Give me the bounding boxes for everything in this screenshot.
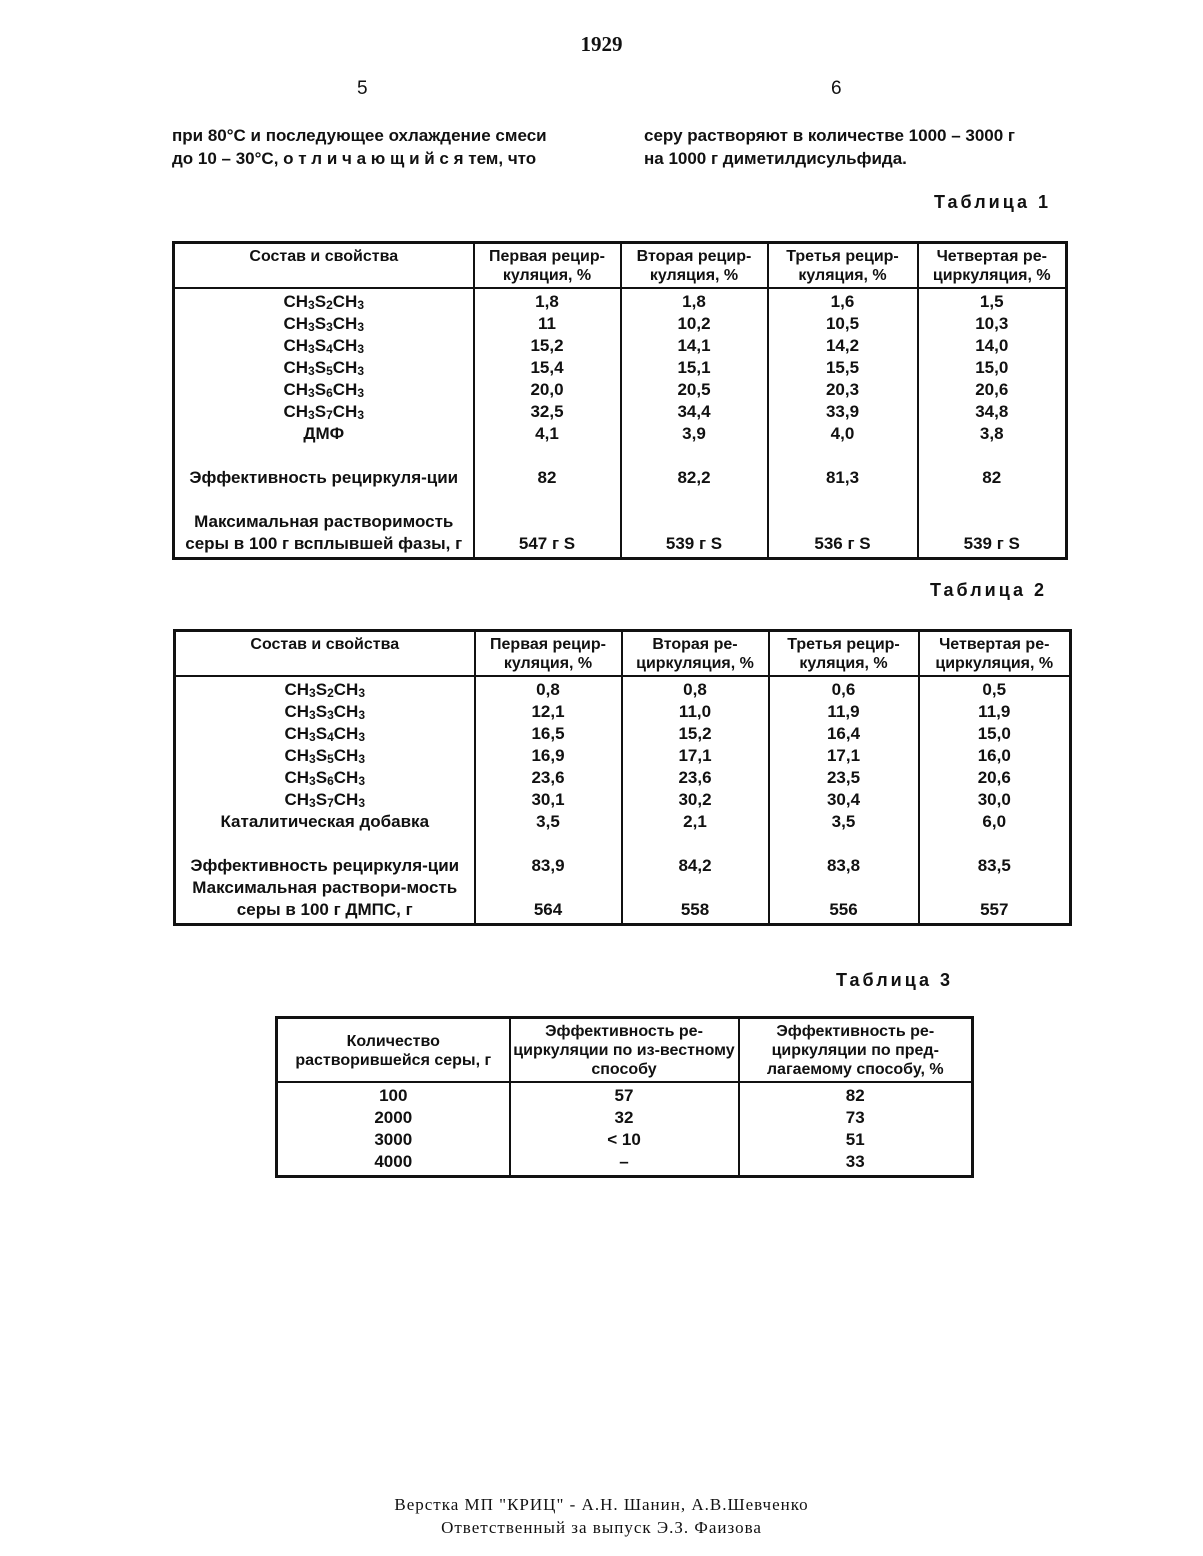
cell-value: 16,9 xyxy=(475,745,622,767)
table-row xyxy=(277,1082,973,1107)
cell-value: 1,8 xyxy=(621,288,768,313)
table3 xyxy=(275,1016,974,1178)
cell-value: 564 xyxy=(475,877,622,925)
table-row xyxy=(175,811,1071,833)
cell-value: – xyxy=(510,1151,739,1177)
cell-value: 15,2 xyxy=(622,723,769,745)
cell-value: 32 xyxy=(510,1107,739,1129)
cell-value: 17,1 xyxy=(769,745,919,767)
cell-value: 14,2 xyxy=(768,335,918,357)
cell-value: 20,6 xyxy=(919,767,1071,789)
cell-value: 30,4 xyxy=(769,789,919,811)
table-row xyxy=(277,1151,973,1177)
cell-value: 82,2 xyxy=(621,445,768,489)
table-row xyxy=(175,789,1071,811)
row-label: Максимальная растворимость серы в 100 г всплывшей фазы, г xyxy=(185,512,463,553)
cell-value: 23,5 xyxy=(769,767,919,789)
row-label: $CH_3S_5CH_3$ xyxy=(284,746,366,766)
right-paragraph-line: серу растворяют в количестве 1000 – 3000 г xyxy=(644,126,1015,145)
table1-header: Четвертая ре-циркуляция, % xyxy=(918,243,1067,289)
table2-header: Четвертая ре-циркуляция, % xyxy=(919,631,1071,677)
cell-value: 11 xyxy=(474,313,621,335)
cell-value: 20,3 xyxy=(768,379,918,401)
cell-value: 536 г S xyxy=(768,489,918,559)
table3-caption: Таблица 3 xyxy=(836,970,954,990)
cell-value: 30,1 xyxy=(475,789,622,811)
left-paragraph-line: до 10 – 30°С, о т л и ч а ю щ и й с я тем, что xyxy=(172,149,537,168)
cell-value: 11,9 xyxy=(769,701,919,723)
row-label: $CH_3S_7CH_3$ xyxy=(284,790,366,810)
row-label: ДМФ xyxy=(303,424,345,443)
left-paragraph-line: при 80°С и последующее охлаждение смеси xyxy=(172,126,547,145)
cell-value: 81,3 xyxy=(768,445,918,489)
cell-value: 14,1 xyxy=(621,335,768,357)
cell-value: 3,9 xyxy=(621,423,768,445)
cell-value: 82 xyxy=(918,445,1067,489)
cell-value: 10,3 xyxy=(918,313,1067,335)
table-row xyxy=(174,445,1067,489)
cell-value: 51 xyxy=(739,1129,973,1151)
table3-header-row xyxy=(277,1018,973,1083)
table-row xyxy=(277,1129,973,1151)
cell-value: 539 г S xyxy=(621,489,768,559)
table-row xyxy=(174,357,1067,379)
table3-header: Количество растворившейся серы, г xyxy=(277,1018,510,1083)
row-label: $CH_3S_3CH_3$ xyxy=(283,314,365,334)
row-label: Эффективность рециркуля-ции xyxy=(190,856,460,875)
table3-header: Эффективность ре-циркуляции по пред-лагаемому способу, % xyxy=(739,1018,973,1083)
table1-header: Вторая рецир-куляция, % xyxy=(621,243,768,289)
row-label: $CH_3S_6CH_3$ xyxy=(284,768,366,788)
table-row xyxy=(174,401,1067,423)
right-paragraph xyxy=(644,124,1015,170)
cell-value: 3,8 xyxy=(918,423,1067,445)
cell-value: 14,0 xyxy=(918,335,1067,357)
column-number-right: 6 xyxy=(831,78,842,99)
table1 xyxy=(172,241,1068,560)
table-row xyxy=(174,489,1067,559)
table1-header-row xyxy=(174,243,1067,289)
cell-value: 4,0 xyxy=(768,423,918,445)
cell-value: 558 xyxy=(622,877,769,925)
table-row xyxy=(175,833,1071,877)
row-label: 100 xyxy=(379,1086,408,1105)
table-row xyxy=(175,676,1071,701)
table-row xyxy=(175,877,1071,925)
row-label: $CH_3S_5CH_3$ xyxy=(283,358,365,378)
cell-value: 556 xyxy=(769,877,919,925)
table-row xyxy=(175,745,1071,767)
table-row xyxy=(174,335,1067,357)
cell-value: 30,2 xyxy=(622,789,769,811)
table2-header: Первая рецир-куляция, % xyxy=(475,631,622,677)
cell-value: 0,5 xyxy=(919,676,1071,701)
cell-value: 23,6 xyxy=(622,767,769,789)
cell-value: 82 xyxy=(474,445,621,489)
table2-caption: Таблица 2 xyxy=(930,580,1048,600)
cell-value: 11,0 xyxy=(622,701,769,723)
table3-header: Эффективность ре-циркуляции по из-вестному способу xyxy=(510,1018,739,1083)
cell-value: 0,6 xyxy=(769,676,919,701)
row-label: Максимальная раствори-мость серы в 100 г ДМПС, г xyxy=(192,878,458,919)
cell-value: 16,5 xyxy=(475,723,622,745)
table1-header: Состав и свойства xyxy=(174,243,474,289)
row-label: 2000 xyxy=(374,1108,413,1127)
table-row xyxy=(175,701,1071,723)
cell-value: 15,4 xyxy=(474,357,621,379)
cell-value: 57 xyxy=(510,1082,739,1107)
cell-value: 17,1 xyxy=(622,745,769,767)
table-row xyxy=(175,767,1071,789)
row-label: Каталитическая добавка xyxy=(220,812,430,831)
cell-value: 20,5 xyxy=(621,379,768,401)
cell-value: 1,5 xyxy=(918,288,1067,313)
cell-value: 83,5 xyxy=(919,833,1071,877)
cell-value: 6,0 xyxy=(919,811,1071,833)
cell-value: 83,8 xyxy=(769,833,919,877)
cell-value: 1,6 xyxy=(768,288,918,313)
cell-value: 16,0 xyxy=(919,745,1071,767)
left-paragraph xyxy=(172,124,547,170)
right-paragraph-line: на 1000 г диметилдисульфида. xyxy=(644,149,907,168)
table1-caption: Таблица 1 xyxy=(934,192,1052,212)
cell-value: 10,2 xyxy=(621,313,768,335)
patent-number: 1929 xyxy=(580,32,623,56)
row-label: $CH_3S_2CH_3$ xyxy=(283,292,365,312)
row-label: 4000 xyxy=(374,1152,413,1171)
row-label: $CH_3S_7CH_3$ xyxy=(283,402,365,422)
table2-header-row xyxy=(175,631,1071,677)
cell-value: 23,6 xyxy=(475,767,622,789)
cell-value: 16,4 xyxy=(769,723,919,745)
cell-value: 30,0 xyxy=(919,789,1071,811)
table-row xyxy=(174,379,1067,401)
cell-value: 15,0 xyxy=(918,357,1067,379)
cell-value: 2,1 xyxy=(622,811,769,833)
table-row xyxy=(174,288,1067,313)
row-label: $CH_3S_4CH_3$ xyxy=(283,336,365,356)
cell-value: 1,8 xyxy=(474,288,621,313)
row-label: $CH_3S_2CH_3$ xyxy=(284,680,366,700)
cell-value: < 10 xyxy=(510,1129,739,1151)
table-row xyxy=(277,1107,973,1129)
table-row xyxy=(175,723,1071,745)
table2-header: Третья рецир-куляция, % xyxy=(769,631,919,677)
cell-value: 15,2 xyxy=(474,335,621,357)
cell-value: 73 xyxy=(739,1107,973,1129)
cell-value: 20,0 xyxy=(474,379,621,401)
cell-value: 10,5 xyxy=(768,313,918,335)
cell-value: 84,2 xyxy=(622,833,769,877)
cell-value: 3,5 xyxy=(475,811,622,833)
table1-header: Третья рецир-куляция, % xyxy=(768,243,918,289)
row-label: $CH_3S_3CH_3$ xyxy=(284,702,366,722)
cell-value: 33 xyxy=(739,1151,973,1177)
table2-header: Состав и свойства xyxy=(175,631,475,677)
table2 xyxy=(173,629,1072,926)
cell-value: 547 г S xyxy=(474,489,621,559)
cell-value: 15,1 xyxy=(621,357,768,379)
table1-header: Первая рецир-куляция, % xyxy=(474,243,621,289)
cell-value: 11,9 xyxy=(919,701,1071,723)
footer-responsible: Ответственный за выпуск Э.З. Фаизова xyxy=(441,1518,762,1537)
table-row xyxy=(174,313,1067,335)
cell-value: 15,5 xyxy=(768,357,918,379)
table2-header: Вторая ре-циркуляция, % xyxy=(622,631,769,677)
cell-value: 34,8 xyxy=(918,401,1067,423)
footer-credits: Верстка МП "КРИЦ" - А.Н. Шанин, А.В.Шевченко xyxy=(394,1495,809,1514)
table-row xyxy=(174,423,1067,445)
cell-value: 12,1 xyxy=(475,701,622,723)
cell-value: 20,6 xyxy=(918,379,1067,401)
cell-value: 4,1 xyxy=(474,423,621,445)
column-number-left: 5 xyxy=(357,78,368,99)
row-label: Эффективность рециркуля-ции xyxy=(189,468,459,487)
row-label: 3000 xyxy=(374,1130,413,1149)
cell-value: 557 xyxy=(919,877,1071,925)
cell-value: 32,5 xyxy=(474,401,621,423)
cell-value: 34,4 xyxy=(621,401,768,423)
cell-value: 0,8 xyxy=(622,676,769,701)
row-label: $CH_3S_6CH_3$ xyxy=(283,380,365,400)
cell-value: 0,8 xyxy=(475,676,622,701)
cell-value: 539 г S xyxy=(918,489,1067,559)
cell-value: 82 xyxy=(739,1082,973,1107)
cell-value: 15,0 xyxy=(919,723,1071,745)
cell-value: 33,9 xyxy=(768,401,918,423)
cell-value: 3,5 xyxy=(769,811,919,833)
row-label: $CH_3S_4CH_3$ xyxy=(284,724,366,744)
cell-value: 83,9 xyxy=(475,833,622,877)
